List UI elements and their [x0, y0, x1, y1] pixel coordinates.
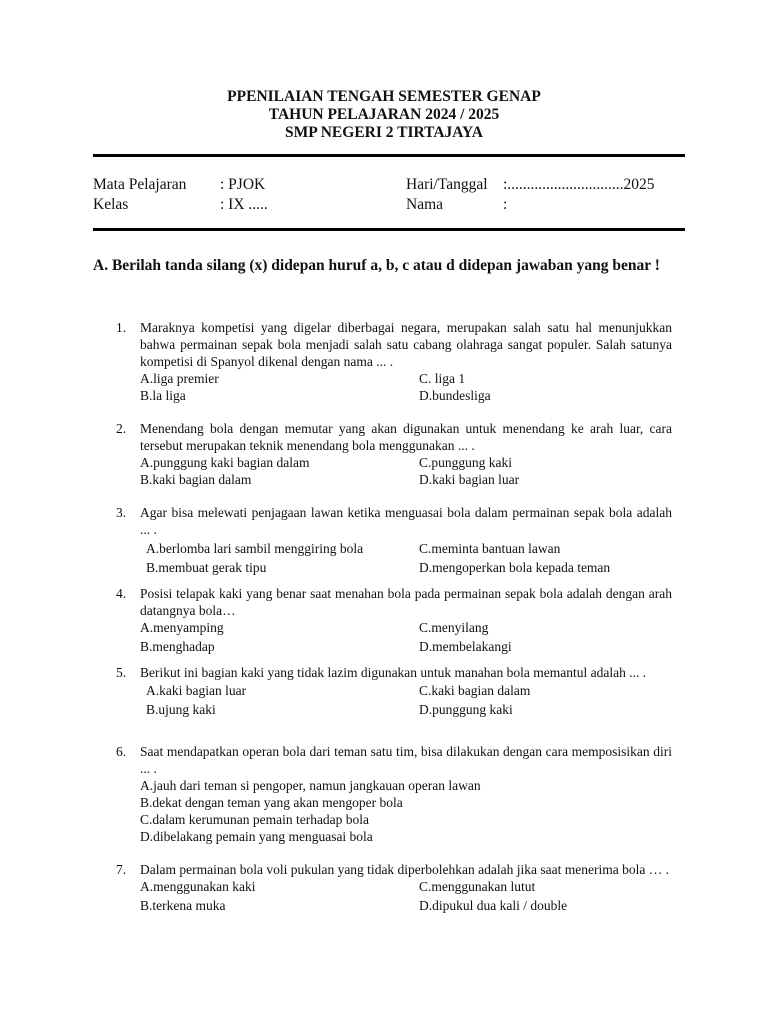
subject-value: : PJOK — [220, 176, 266, 193]
option-b: B.dekat dengan teman yang akan mengoper bola — [140, 795, 403, 810]
question-5 — [116, 664, 672, 720]
question-number: 6. — [116, 744, 127, 759]
date-value: :..............................2025 — [503, 176, 655, 193]
question-text: Posisi telapak kaki yang benar saat menahan bola pada permainan sepak bola adalah dengan arah datangnya bola… — [140, 586, 672, 618]
option-b: B.la liga — [140, 388, 186, 403]
option-a: A.liga premier — [140, 371, 219, 386]
name-label: Nama — [406, 196, 444, 213]
option-d: D.mengoperkan bola kepada teman — [419, 560, 611, 575]
info-row-class — [93, 195, 685, 215]
class-value: : IX ..... — [220, 196, 268, 213]
option-b: B.menghadap — [140, 639, 215, 654]
option-a: A.menggunakan kaki — [140, 879, 256, 894]
option-c: C.punggung kaki — [419, 455, 512, 470]
option-c: C.dalam kerumunan pemain terhadap bola — [140, 812, 370, 827]
option-b: B.membuat gerak tipu — [146, 560, 267, 575]
question-number: 2. — [116, 421, 127, 436]
option-b: B.terkena muka — [140, 898, 226, 913]
option-c: C.menggunakan lutut — [419, 879, 536, 894]
option-a: A.punggung kaki bagian dalam — [140, 455, 310, 470]
option-c: C.kaki bagian dalam — [419, 683, 531, 698]
option-a: A.jauh dari teman si pengoper, namun jangkauan operan lawan — [140, 778, 481, 793]
exam-title: PPENILAIAN TENGAH SEMESTER GENAP — [227, 88, 541, 105]
date-label: Hari/Tanggal — [406, 176, 488, 193]
section-a-instruction: A. Berilah tanda silang (x) didepan huruf a, b, c atau d didepan jawaban yang benar ! — [93, 257, 660, 274]
question-text: Agar bisa melewati penjagaan lawan ketika menguasai bola dalam permainan sepak bola adalah ... . — [140, 505, 672, 537]
exam-info — [93, 175, 685, 215]
school-year: TAHUN PELAJARAN 2024 / 2025 — [268, 106, 500, 123]
question-options — [140, 454, 672, 488]
option-b: B.kaki bagian dalam — [140, 472, 252, 487]
option-c: C. liga 1 — [419, 371, 466, 386]
question-options — [140, 777, 672, 845]
question-1 — [116, 319, 672, 404]
header-divider-bottom — [93, 228, 685, 231]
question-text: Dalam permainan bola voli pukulan yang tidak diperbolehkan adalah jika saat menerima bola … . — [140, 862, 669, 877]
option-d: D.dibelakang pemain yang menguasai bola — [140, 829, 373, 844]
header-divider-top — [93, 154, 685, 157]
exam-header — [0, 88, 768, 142]
question-options — [140, 878, 672, 916]
option-c: C.menyilang — [419, 620, 489, 635]
question-options — [140, 540, 672, 578]
question-number: 5. — [116, 665, 127, 680]
option-d: D.dipukul dua kali / double — [419, 898, 568, 913]
option-a: A.menyamping — [140, 620, 224, 635]
class-label: Kelas — [93, 196, 129, 213]
question-number: 3. — [116, 505, 127, 520]
question-4 — [116, 585, 672, 657]
option-d: D.punggung kaki — [419, 702, 513, 717]
question-text: Maraknya kompetisi yang digelar diberbagai negara, merupakan salah satu hal menunjukkan bahwa permainan sepak bola menjadi salah satu cabang olahraga sangat populer. Salah satunya kompetisi di Spanyol dikenal dengan nama ... . — [140, 320, 672, 369]
option-d: D.membelakangi — [419, 639, 512, 654]
school-name: SMP NEGERI 2 TIRTAJAYA — [285, 124, 483, 141]
option-a: A.berlomba lari sambil menggiring bola — [146, 541, 364, 556]
question-text: Saat mendapatkan operan bola dari teman satu tim, bisa dilakukan dengan cara memposisikan diri ... . — [140, 744, 672, 776]
question-text: Berikut ini bagian kaki yang tidak lazim digunakan untuk manahan bola memantul adalah ... . — [140, 665, 647, 680]
info-row-subject — [93, 175, 685, 195]
question-2 — [116, 420, 672, 488]
question-number: 1. — [116, 320, 127, 335]
option-a: A.kaki bagian luar — [146, 683, 247, 698]
question-3 — [116, 504, 672, 578]
option-d: D.bundesliga — [419, 388, 491, 403]
subject-label: Mata Pelajaran — [93, 176, 187, 193]
option-b: B.ujung kaki — [146, 702, 216, 717]
question-options — [140, 682, 672, 720]
question-7 — [116, 861, 672, 916]
question-options — [140, 619, 672, 657]
question-number: 7. — [116, 862, 127, 877]
name-value: : — [503, 196, 508, 213]
question-6 — [116, 743, 672, 845]
option-c: C.meminta bantuan lawan — [419, 541, 561, 556]
question-options — [140, 370, 672, 404]
question-text: Menendang bola dengan memutar yang akan digunakan untuk menendang ke arah luar, cara tersebut merupakan teknik menendang bola menggunakan ... . — [140, 421, 672, 453]
option-d: D.kaki bagian luar — [419, 472, 520, 487]
question-number: 4. — [116, 586, 127, 601]
